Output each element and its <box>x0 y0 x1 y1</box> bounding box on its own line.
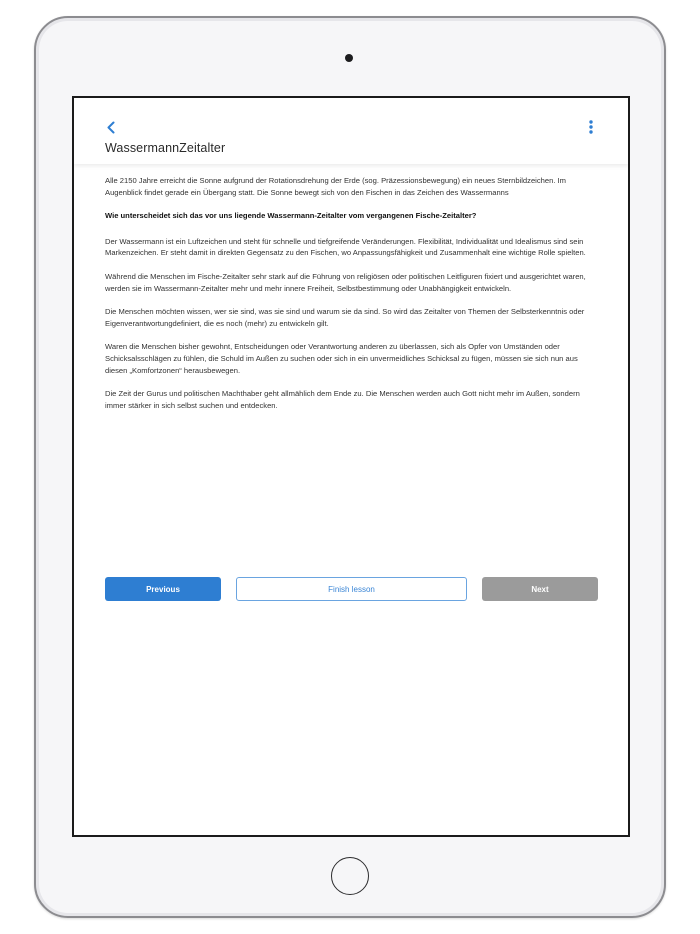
app-screen <box>72 96 630 837</box>
lesson-content <box>105 175 597 423</box>
lesson-paragraph: Waren die Menschen bisher gewohnt, Entscheidungen oder Verantwortung anderen zu überlassen, sich als Opfer von Umständen oder Schicksalsschlägen zu fühlen, die Schuld im Außen zu suchen oder sich in ein unvermeidliches Schicksal zu fügen, müssen sie sich nun aus diesen „Komfortzonen“ herausbewegen. <box>105 342 578 375</box>
previous-button[interactable]: Previous <box>105 577 221 601</box>
page-title: WassermannZeitalter <box>105 141 226 155</box>
back-button[interactable] <box>104 120 120 136</box>
chevron-left-icon <box>104 120 120 136</box>
lesson-paragraph: Der Wassermann ist ein Luftzeichen und steht für schnelle und tiefgreifende Veränderungen. Flexibilität, Individualität und Idealismus sind sein Markenzeichen. Er steht damit in direkten Gegensatz zu den Fischen, wo Anpassungsfähigkeit und Zusammenhalt eine wichtige Rolle spielten. <box>105 236 586 258</box>
lesson-paragraph: Die Zeit der Gurus und politischen Machthaber geht allmählich dem Ende zu. Die Menschen werden auch Gott nicht mehr im Außen, sondern immer stärker in sich selbst suchen und entdecken. <box>105 389 580 410</box>
finish-lesson-button[interactable]: Finish lesson <box>236 577 467 601</box>
app-bar <box>74 98 628 164</box>
more-vertical-icon <box>586 119 596 137</box>
more-options-button[interactable] <box>586 119 596 137</box>
lesson-paragraph: Die Menschen möchten wissen, wer sie sind, was sie sind und warum sie da sind. So wird das Zeitalter von Themen der Selbsterkenntnis oder Eigenverantwortungdefiniert, die es noch (mehr) zu entwickeln gilt. <box>105 307 585 328</box>
home-button[interactable] <box>331 857 369 895</box>
front-camera <box>345 54 353 62</box>
lesson-paragraph: Alle 2150 Jahre erreicht die Sonne aufgrund der Rotationsdrehung der Erde (sog. Präzessionsbewegung) ein neues Sternbildzeichen. Im Augenblick findet gerade ein Übergang statt. Die Sonne bewegt sich von den Fischen in das Zeichen des Wassermanns <box>105 176 566 197</box>
next-button[interactable]: Next <box>482 577 598 601</box>
lesson-question: Wie unterscheidet sich das vor uns liegende Wassermann-Zeitalter vom vergangenen Fische-Zeitalter? <box>105 211 477 221</box>
lesson-paragraph: Während die Menschen im Fische-Zeitalter sehr stark auf die Führung von religiösen oder politischen Leitfiguren fixiert und ausgerichtet waren, werden sie im Wassermann-Zeitalter mehr und mehr innere Freiheit, Selbstbestimmung oder Unabhängigkeit entwickeln. <box>105 271 586 293</box>
